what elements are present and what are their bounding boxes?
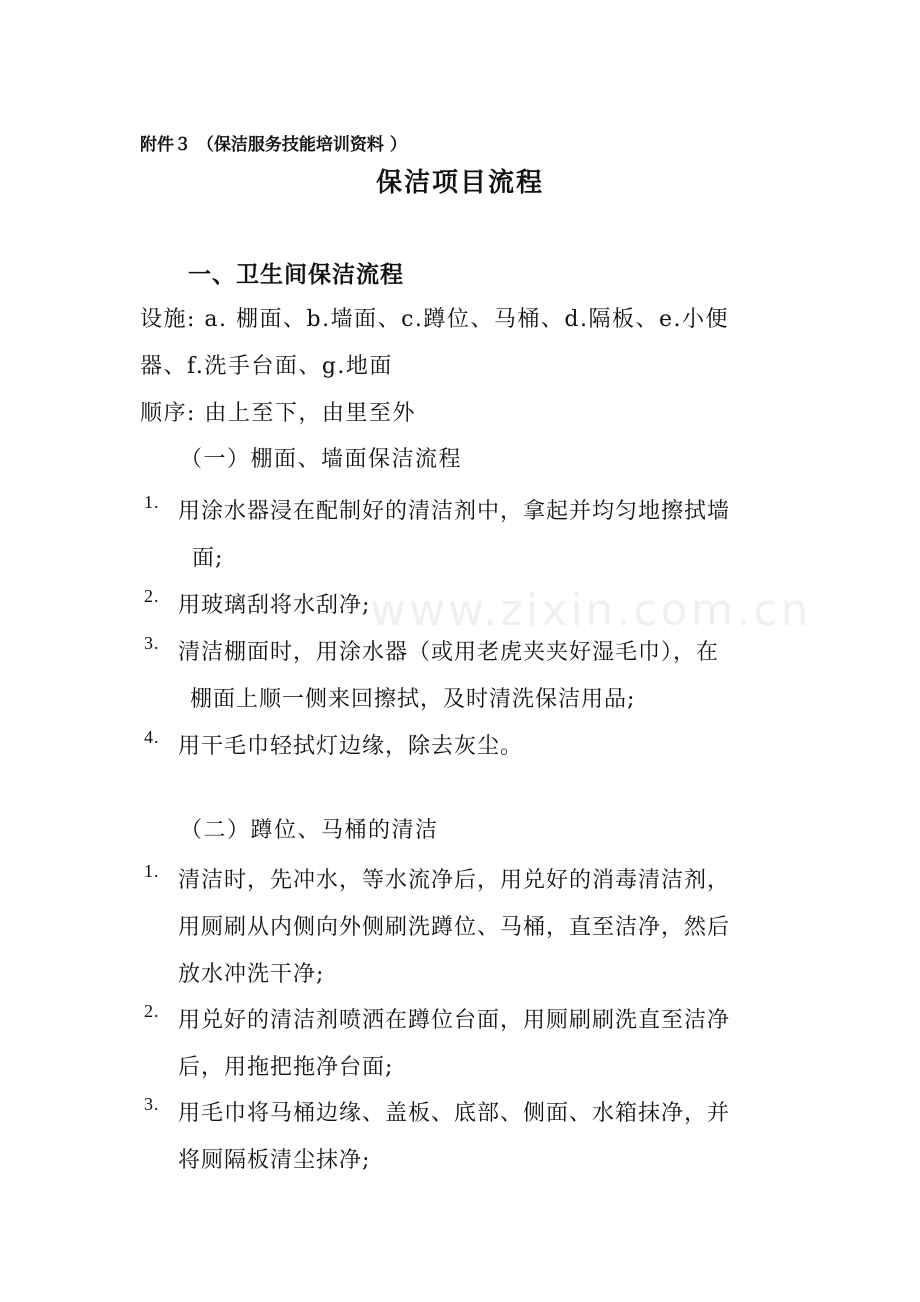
list-text: [178, 629, 810, 723]
list-text: [178, 997, 810, 1091]
attachment-label: 附件３ （保洁服务技能培训资料 ）: [140, 135, 407, 155]
list-text: [178, 723, 810, 770]
list-number: 4.: [144, 727, 160, 747]
list-line: 面;: [192, 546, 224, 571]
list-line: 用兑好的清洁剂喷洒在蹲位台面，用厕刷刷洗直至洁净: [178, 1008, 731, 1033]
order-line: 顺序: 由上至下，由里至外: [140, 401, 416, 426]
section-heading: 一、卫生间保洁流程: [188, 261, 404, 288]
list-line: 用毛巾将马桶边缘、盖板、底部、侧面、水箱抹净，并: [178, 1101, 731, 1126]
list-line: 用干毛巾轻拭灯边缘，除去灰尘。: [178, 734, 524, 759]
list-text: [178, 582, 810, 629]
list-line: 用玻璃刮将水刮净;: [178, 593, 371, 618]
list-number: 1.: [144, 492, 160, 512]
watermark: www.zixin.com.cn: [370, 585, 812, 636]
list-number: 3.: [144, 633, 160, 653]
list-number: 1.: [144, 861, 160, 881]
facilities-line-1: 设施: a. 棚面、b.墙面、c.蹲位、马桶、d.隔板、e.小便: [140, 307, 729, 332]
list-number: 2.: [144, 586, 160, 606]
list-line: 将厕隔板清尘抹净;: [178, 1148, 371, 1173]
list-line: 用涂水器浸在配制好的清洁剂中，拿起并均匀地擦拭墙: [178, 499, 731, 524]
list-line: 清洁棚面时，用涂水器（或用老虎夹夹好湿毛巾），在: [178, 640, 720, 665]
list-number: 2.: [144, 1001, 160, 1021]
list-line: 用厕刷从内侧向外侧刷洗蹲位、马桶，直至洁净，然后: [178, 915, 731, 940]
list-text: [178, 857, 810, 998]
list-text: [178, 488, 810, 582]
page-title: 保洁项目流程: [375, 168, 544, 198]
list-line: 放水冲洗干净;: [178, 962, 325, 987]
list-text: [178, 1090, 810, 1184]
subsection-heading-2: （二）蹲位、马桶的清洁: [180, 818, 439, 843]
list-line: 后，用拖把拖净台面;: [178, 1055, 394, 1080]
facilities-line-2: 器、f.洗手台面、g.地面: [140, 354, 393, 379]
list-number: 3.: [144, 1094, 160, 1114]
subsection-heading-1: （一）棚面、墙面保洁流程: [180, 447, 463, 472]
list-line: 棚面上顺一侧来回擦拭，及时清洗保洁用品;: [190, 687, 636, 712]
list-line: 清洁时，先冲水，等水流净后，用兑好的消毒清洁剂，: [178, 868, 731, 893]
